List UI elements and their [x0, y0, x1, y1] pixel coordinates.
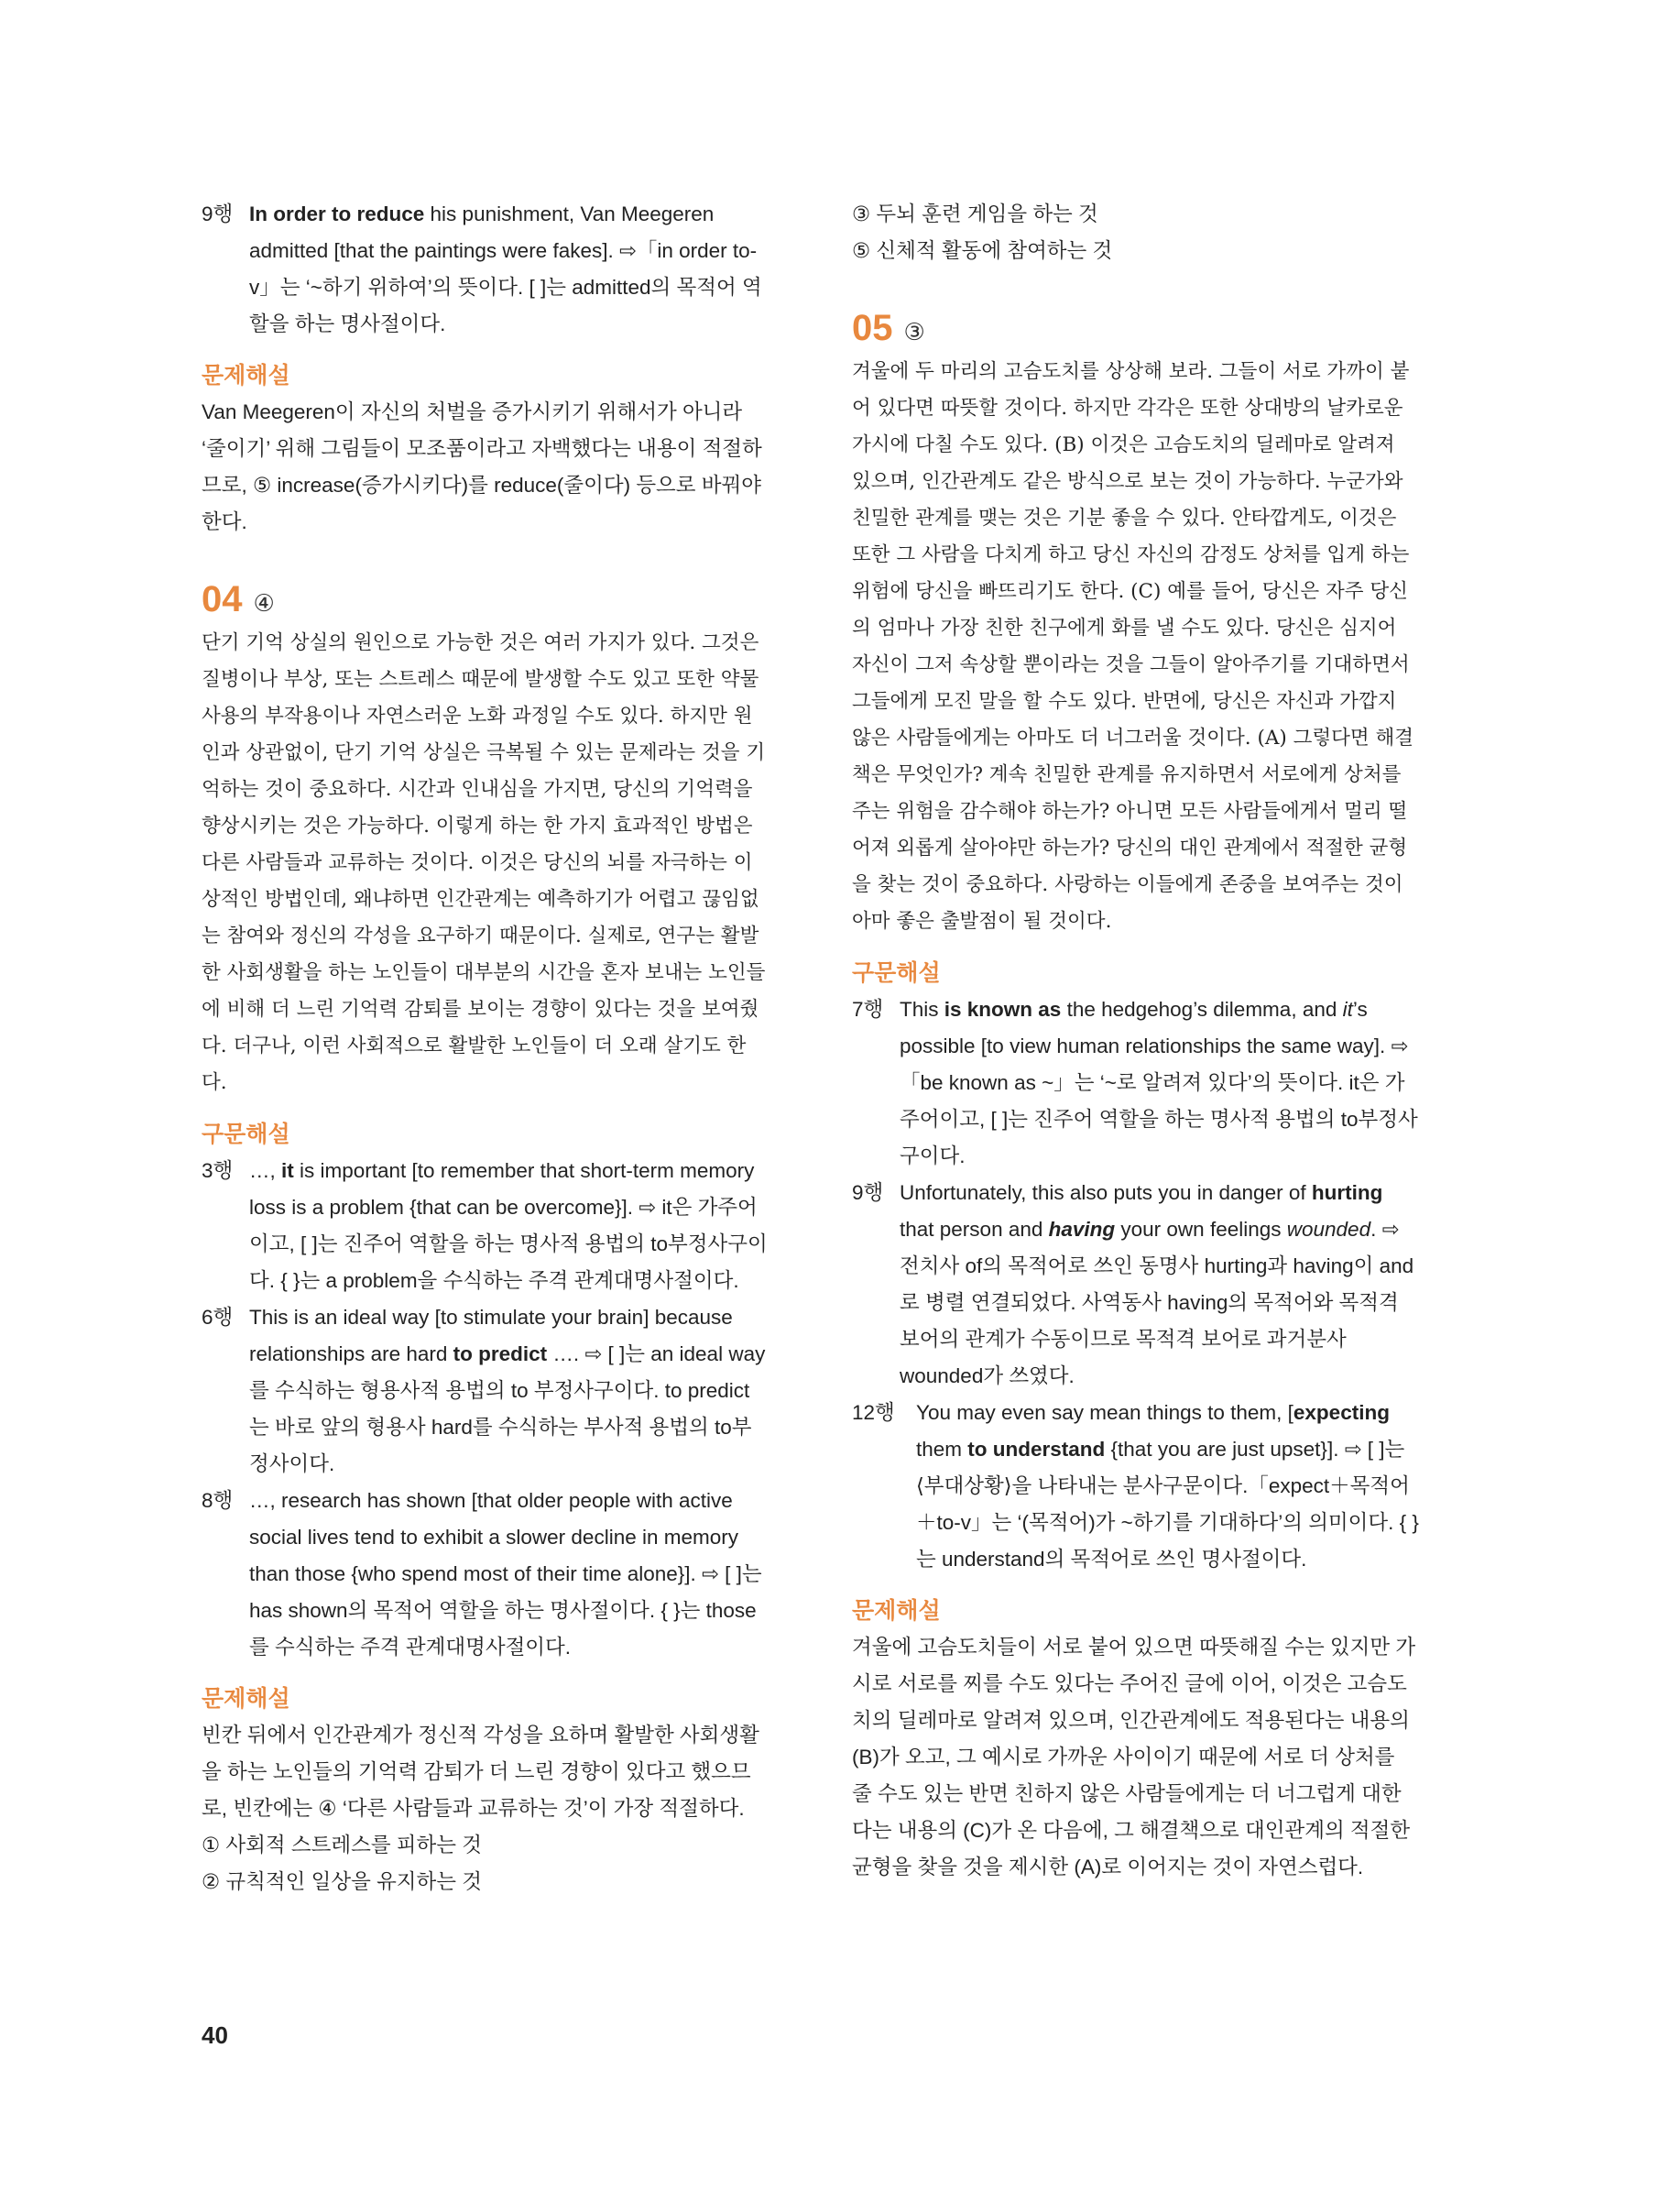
right-column [852, 196, 1420, 1886]
question-answer: ③ [903, 318, 925, 345]
item-text: . ⇨ 전치사 of의 목적어로 쓰인 동명사 hurting과 having이 and로 병렬 연결되었다. 사역동사 having의 목적어와 목적격 보어의 관계가 수동이므로 목적격 보어로 과거분사 wounded가 쓰였다. [900, 1218, 1414, 1387]
syntax-item-7 [852, 991, 1420, 1175]
bold-phrase: expecting [1293, 1401, 1390, 1424]
syntax-item-12 [852, 1395, 1420, 1578]
question-04-header [202, 577, 770, 625]
item-text: your own feelings [1115, 1218, 1287, 1241]
italic-phrase: it [1342, 998, 1353, 1021]
problem-heading: 문제해설 [852, 1598, 941, 1624]
bold-phrase: to predict [453, 1342, 548, 1365]
question-number: 05 [852, 308, 893, 348]
left-column [202, 196, 770, 1900]
line-label: 7행 [852, 998, 884, 1021]
item-text: Unfortunately, this also puts you in danger of [900, 1181, 1312, 1204]
item-text: {that you are just upset}]. ⇨ [ ]는 ⟨부대상황⟩을 나타내는 분사구문이다.「expect＋목적어＋to-v」는 ‘(목적어)가 ~하기를 기대하다’의 의미이다. { }는 understand의 목적어로 쓰인 명사절이다. [916, 1438, 1419, 1571]
option-item: ① 사회적 스트레스를 피하는 것 [202, 1834, 482, 1856]
question-05-header [852, 306, 1420, 354]
problem-heading: 문제해설 [202, 1686, 290, 1712]
question-number: 04 [202, 579, 243, 619]
page-number: 40 [202, 2021, 228, 2049]
translation-text: 단기 기억 상실의 원인으로 가능한 것은 여러 가지가 있다. 그것은 질병이나 부상, 또는 스트레스 때문에 발생할 수도 있고 또한 약물 사용의 부작용이나 자연스러운 노화 과정일 수도 있다. 하지만 원인과 상관없이, 단기 기억 상실은 극복될 수 있는 문제라는 것을 기억하는 것이 중요하다. 시간과 인내심을 가지면, 당신의 기억력을 향상시키는 것은 가능하다. 이렇게 하는 한 가지 효과적인 방법은 다른 사람들과 교류하는 것이다. 이것은 당신의 뇌를 자극하는 이상적인 방법인데, 왜냐하면 인간관계는 예측하기가 어렵고 끊임없는 참여와 정신의 각성을 요구하기 때문이다. 실제로, 연구는 활발한 사회생활을 하는 노인들이 대부분의 시간을 혼자 보내는 노인들에 비해 더 느린 기억력 감퇴를 보이는 경향이 있다는 것을 보여줬다. 더구나, 이런 사회적으로 활발한 노인들이 더 오래 살기도 한다. [202, 631, 766, 1094]
item-text: is important [to remember that short-term memory loss is a problem {that can be overcome}]. ⇨ it은 가주어이고, [ ]는 진주어 역할을 하는 명사적 용법의 to부정사구이다. { }는 a problem을 수식하는 주격 관계대명사절이다. [249, 1159, 768, 1292]
line-label: 12행 [852, 1401, 895, 1424]
syntax-item-9 [852, 1175, 1420, 1395]
item-text: …, research has shown [that older people with active social lives tend to exhibit a slower decline in memory than those {who spend most of their time alone}]. ⇨ [ ]는 has shown의 목적어 역할을 하는 명사절이다. { }는 those를 수식하는 주격 관계대명사절이다. [249, 1489, 762, 1659]
problem-text: 겨울에 고슴도치들이 서로 붙어 있으면 따뜻해질 수는 있지만 가시로 서로를 찌를 수도 있다는 주어진 글에 이어, 이것은 고슴도치의 딜레마로 알려져 있으며, 인간관계에도 적용된다는 내용의 (B)가 오고, 그 예시로 가까운 사이이기 때문에 서로 더 상처를 줄 수도 있는 반면 친하지 않은 사람들에게는 더 너그럽게 대한다는 내용의 (C)가 온 다음에, 그 해결책으로 대인관계의 적절한 균형을 찾을 것을 제시한 (A)로 이어지는 것이 자연스럽다. [852, 1636, 1416, 1878]
problem-text: 빈칸 뒤에서 인간관계가 정신적 각성을 요하며 활발한 사회생활을 하는 노인들의 기억력 감퇴가 더 느린 경향이 있다고 했으므로, 빈칸에는 ④ ‘다른 사람들과 교류하는 것’이 가장 적절하다. [202, 1724, 759, 1820]
problem-text: Van Meegeren이 자신의 처벌을 증가시키기 위해서가 아니라 ‘줄이기’ 위해 그림들이 모조품이라고 자백했다는 내용이 적절하므로, ⑤ increase(증가시키다)를 reduce(줄이다) 등으로 바꿔야 한다. [202, 400, 762, 533]
line-label: 3행 [202, 1159, 234, 1182]
item-text: …, [249, 1159, 282, 1182]
item-text: his punishment, Van Meegeren admitted [that the paintings were fakes]. ⇨「in order to-v」는 ‘~하기 위하여’의 뜻이다. [ ]는 admitted의 목적어 역할을 하는 명사절이다. [249, 203, 762, 335]
syntax-heading: 구문해설 [852, 960, 941, 986]
bold-phrase: to understand [967, 1438, 1106, 1461]
question-answer: ④ [253, 589, 275, 617]
item-text: ’s possible [to view human relationships the same way]. ⇨「be known as ~」는 ‘~로 알려져 있다’의 뜻이다. it은 가주어이고, [ ]는 진주어 역할을 하는 명사적 용법의 to부정사구이다. [900, 998, 1418, 1167]
bold-phrase: it [281, 1159, 294, 1182]
item-text: You may even say mean things to them, [ [916, 1401, 1293, 1424]
line-label: 8행 [202, 1489, 234, 1512]
syntax-item-3 [202, 1153, 770, 1299]
syntax-item-6 [202, 1299, 770, 1483]
syntax-heading: 구문해설 [202, 1122, 290, 1147]
item-text: that person and [900, 1218, 1049, 1241]
item-text: them [916, 1438, 968, 1461]
line-label: 6행 [202, 1306, 234, 1329]
item-text: This [900, 998, 944, 1021]
italic-phrase: wounded [1286, 1218, 1371, 1241]
line-label: 9행 [202, 203, 234, 225]
option-item: ⑤ 신체적 활동에 참여하는 것 [852, 239, 1113, 262]
syntax-item-9 [202, 196, 770, 343]
option-item: ③ 두뇌 훈련 게임을 하는 것 [852, 203, 1098, 225]
bold-phrase: In order to reduce [249, 203, 425, 225]
bold-italic-phrase: having [1048, 1218, 1116, 1241]
translation-text: 겨울에 두 마리의 고슴도치를 상상해 보라. 그들이 서로 가까이 붙어 있다면 따뜻할 것이다. 하지만 각각은 또한 상대방의 날카로운 가시에 다칠 수도 있다. (B) 이것은 고슴도치의 딜레마로 알려져 있으며, 인간관계도 같은 방식으로 보는 것이 가능하다. 누군가와 친밀한 관계를 맺는 것은 기분 좋을 수 있다. 안타깝게도, 이것은 또한 그 사람을 다치게 하고 당신 자신의 감정도 상처를 입게 하는 위험에 당신을 빠뜨리기도 한다. (C) 예를 들어, 당신은 자주 당신의 엄마나 가장 친한 친구에게 화를 낼 수도 있다. 당신은 심지어 자신이 그저 속상할 뿐이라는 것을 그들이 알아주기를 기대하면서 그들에게 모진 말을 할 수도 있다. 반면에, 당신은 자신과 가깝지 않은 사람들에게는 아마도 더 너그러울 것이다. (A) 그렇다면 해결책은 무엇인가? 계속 친밀한 관계를 유지하면서 서로에게 상처를 주는 위험을 감수해야 하는가? 아니면 모든 사람들에게서 멀리 떨어져 외롭게 살아야만 하는가? 당신의 대인 관계에서 적절한 균형을 찾는 것이 중요하다. 사랑하는 이들에게 존중을 보여주는 것이 아마 좋은 출발점이 될 것이다. [852, 360, 1414, 933]
bold-phrase: hurting [1311, 1181, 1383, 1204]
item-text: This is an ideal way [to stimulate your brain] because relationships are hard [249, 1306, 733, 1365]
problem-heading: 문제해설 [202, 363, 290, 389]
option-item: ② 규칙적인 일상을 유지하는 것 [202, 1870, 482, 1893]
item-text: …. ⇨ [ ]는 an ideal way를 수식하는 형용사적 용법의 to 부정사구이다. to predict는 바로 앞의 형용사 hard를 수식하는 부사적 용법의 to부정사이다. [249, 1342, 766, 1475]
bold-phrase: is known as [944, 998, 1062, 1021]
syntax-item-8 [202, 1483, 770, 1666]
line-label: 9행 [852, 1181, 884, 1204]
item-text: the hedgehog’s dilemma, and [1061, 998, 1343, 1021]
